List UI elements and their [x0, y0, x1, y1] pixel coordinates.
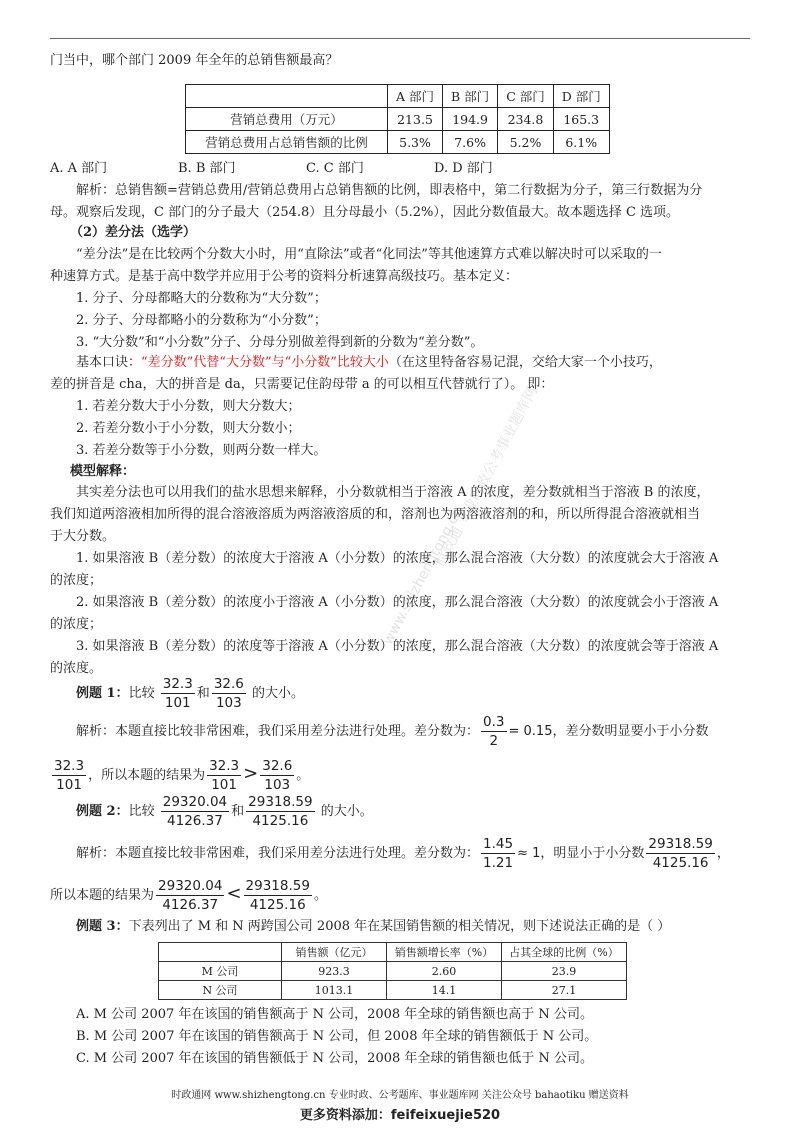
- analysis-text: 解析：本题直接比较非常困难，我们采用差分法进行处理。差分数为：: [76, 846, 480, 861]
- model-item: 1. 如果溶液 B（差分数）的浓度大于溶液 A（小分数）的浓度，那么混合溶液（大分数）的浓度就会大于溶液 A: [76, 551, 719, 566]
- example-1-analysis: [76, 712, 755, 752]
- option-d: D. D 部门: [434, 161, 493, 176]
- denominator: 103: [215, 695, 242, 711]
- table-cell: 213.5: [388, 108, 443, 131]
- model-line: 于大分数。: [50, 529, 116, 544]
- fraction: [156, 877, 224, 914]
- watermark-text: 时政通 专业时政公考事业题库网: [432, 384, 541, 569]
- example-text: 比较: [128, 686, 155, 701]
- rule-item: 1. 若差分数大于小分数，则大分数大；: [76, 399, 301, 414]
- example-text: 和: [231, 804, 245, 819]
- table-header: 占其全球的比例（%）: [502, 943, 627, 962]
- example-1: [76, 674, 755, 714]
- numerator: 1.45: [483, 836, 514, 852]
- table-row: [159, 981, 627, 1000]
- example-text: 比较: [128, 804, 155, 819]
- table-cell: 234.8: [498, 108, 554, 131]
- example-text: 下表列出了 M 和 N 两跨国公司 2008 年在某国销售额的相关情况，则下述说法正确的是（ ）: [128, 919, 671, 934]
- numerator: 32.3: [209, 758, 240, 774]
- footer-line: 时政通网 www.shizhengtong.cn 专业时政、公考题库、事业题库网 关注公众号 bahaotiku 赠送资料: [171, 1090, 629, 1101]
- rhyme-rest: （在这里特备容易记混，交给大家一个小技巧，: [388, 355, 662, 370]
- table-row: [159, 962, 627, 981]
- table-cell: 2.60: [387, 962, 502, 981]
- definition-item: 2. 分子、分母都略小的分数称为“小分数”；: [76, 313, 327, 328]
- analysis-line: 母。观察后发现，C 部门的分子最大（254.8）且分母最小（5.2%），因此分数值最大。故本题选择 C 选项。: [50, 205, 680, 220]
- rule-item: 2. 若差分数小于小分数，则大分数小；: [76, 421, 301, 436]
- model-item: 的浓度；: [50, 573, 103, 588]
- table-cell: 5.3%: [388, 131, 443, 154]
- fraction: [161, 793, 229, 830]
- analysis-text: ，所以本题的结果为: [88, 768, 206, 783]
- analysis-line: 解析：总销售额=营销总费用/营销总费用占总销售额的比例，即表格中，第二行数据为分子，第三行数据为分: [76, 183, 703, 198]
- model-title: 模型解释：: [70, 464, 136, 479]
- fraction: [481, 713, 506, 750]
- table-row: [159, 943, 627, 962]
- denominator: 101: [164, 695, 191, 711]
- example-2: [76, 792, 755, 832]
- fraction: [161, 675, 195, 712]
- model-item: 2. 如果溶液 B（差分数）的浓度小于溶液 A（小分数）的浓度，那么混合溶液（大分数）的浓度就会小于溶液 A: [76, 595, 719, 610]
- definition-item: 3. “大分数”和“小分数”分子、分母分别做差得到新的分数为“差分数”。: [76, 335, 484, 350]
- table-row: [186, 131, 610, 154]
- numerator: 29318.59: [648, 836, 713, 852]
- fraction: [212, 675, 246, 712]
- table-cell: N 公司: [159, 981, 282, 1000]
- options-row: [50, 160, 755, 178]
- analysis-text: ，差分数明显要小于小分数: [552, 724, 709, 739]
- analysis-text: ，明显小于小分数: [540, 846, 645, 861]
- table-cell: 165.3: [553, 108, 609, 131]
- model-item: 的浓度。: [50, 661, 103, 676]
- example-2-analysis: [76, 834, 755, 874]
- denominator: 4126.37: [167, 813, 223, 829]
- table-header: 销售额（亿元）: [282, 943, 387, 962]
- rule-item: 3. 若差分数等于小分数，则两分数一样大。: [76, 443, 327, 458]
- model-line: 其实差分法也可以用我们的盐水思想来解释，小分数就相当于溶液 A 的浓度，差分数就相当于溶液 B 的浓度，: [76, 485, 710, 500]
- table-header: B 部门: [443, 85, 498, 108]
- denominator: 103: [264, 777, 291, 793]
- denominator: 101: [56, 777, 82, 793]
- option-a: A. A 部门: [50, 161, 108, 176]
- denominator: 4126.37: [162, 897, 219, 913]
- footer-contact: 更多资料添加：feifeixuejie520: [299, 1108, 501, 1123]
- table-cell: 营销总费用（万元）: [186, 108, 388, 131]
- option-b: B. B 部门: [178, 161, 236, 176]
- definition-line: “差分法”是在比较两个分数大小时，用“直除法”或者“化同法”等其他速算方式难以解决时可以采取的一: [76, 247, 662, 262]
- analysis-text: 所以本题的结果为: [50, 888, 155, 903]
- denominator: 101: [211, 777, 237, 793]
- section-title: （2）差分法（选学）: [70, 225, 197, 240]
- analysis-text: 。: [313, 888, 327, 903]
- comparison-sign: >: [243, 763, 259, 784]
- example-text: 和: [196, 686, 210, 701]
- denominator: 2: [489, 733, 499, 749]
- table-row: [186, 108, 610, 131]
- department-table: [185, 84, 610, 154]
- table-header: D 部门: [553, 85, 609, 108]
- table-cell: 7.6%: [443, 131, 498, 154]
- denominator: 1.21: [483, 855, 514, 871]
- numerator: 29318.59: [248, 794, 313, 810]
- denominator: 4125.16: [249, 897, 306, 913]
- table-header: 销售额增长率（%）: [387, 943, 502, 962]
- watermark-url: www.shizhengtong.cn: [380, 504, 466, 648]
- numerator: 0.3: [483, 714, 505, 730]
- fraction: [481, 835, 515, 872]
- example-label: 例题 3：: [76, 919, 129, 934]
- table-cell: 1013.1: [282, 981, 387, 1000]
- model-item: 的浓度；: [50, 617, 103, 632]
- table-cell: 5.2%: [498, 131, 554, 154]
- denominator: 4125.16: [652, 855, 709, 871]
- table-header: A 部门: [388, 85, 443, 108]
- example-label: 例题 2：: [76, 804, 129, 819]
- fraction: [52, 757, 86, 794]
- table-cell: 194.9: [443, 108, 498, 131]
- table-cell: [186, 85, 388, 108]
- table-cell: [159, 943, 282, 962]
- fraction: [244, 877, 312, 914]
- numerator: 32.6: [213, 676, 244, 692]
- analysis-text: 解析：本题直接比较非常困难，我们采用差分法进行处理。差分数为：: [76, 724, 480, 739]
- table-row: [186, 85, 610, 108]
- definition-item: 1. 分子、分母都略大的分数称为“大分数”；: [76, 291, 327, 306]
- option-c: C. M 公司 2007 年在该国的销售额低于 N 公司，2008 年全球的销售额也低于 N 公司。: [76, 1051, 594, 1066]
- rhyme-prefix: 基本口诀：: [76, 355, 142, 370]
- rhyme-highlight: “差分数”代替“大分数”与“小分数”比较大小: [141, 355, 389, 370]
- table-cell: 923.3: [282, 962, 387, 981]
- table-cell: 23.9: [502, 962, 627, 981]
- table-cell: 27.1: [502, 981, 627, 1000]
- numerator: 32.3: [162, 676, 193, 692]
- comparison-sign: <: [226, 883, 242, 904]
- numerator: 32.3: [54, 758, 85, 774]
- company-table: [158, 942, 627, 1000]
- fraction: [207, 757, 241, 794]
- equation: ≈ 1: [517, 846, 541, 861]
- denominator: 4125.16: [252, 813, 309, 829]
- numerator: 29318.59: [245, 878, 310, 894]
- table-cell: M 公司: [159, 962, 282, 981]
- equation: = 0.15: [508, 724, 553, 739]
- model-line: 我们知道两溶液相加所得的混合溶液溶质为两溶液溶质的和，溶剂也为两溶液溶剂的和，所以所得混合溶液就相当: [50, 507, 701, 522]
- question-intro: 门当中，哪个部门 2009 年全年的总销售额最高？: [50, 53, 339, 68]
- fraction: [646, 835, 714, 872]
- example-text: 的大小。: [320, 804, 373, 819]
- analysis-text: ，: [716, 846, 730, 861]
- example-2-result: [50, 874, 755, 916]
- option-a: A. M 公司 2007 年在该国的销售额高于 N 公司，2008 年全球的销售额也高于 N 公司。: [76, 1007, 593, 1022]
- example-label: 例题 1：: [76, 686, 129, 701]
- option-c: C. C 部门: [306, 161, 364, 176]
- option-b: B. M 公司 2007 年在该国的销售额高于 N 公司，但 2008 年全球的销售额低于 N 公司。: [76, 1029, 598, 1044]
- example-3: [76, 918, 755, 936]
- example-1-result: [50, 754, 755, 796]
- rhyme-line: 差的拼音是 cha，大的拼音是 da，只需要记住韵母带 a 的可以相互代替就行了）。 即：: [50, 377, 554, 392]
- model-item: 3. 如果溶液 B（差分数）的浓度等于溶液 A（小分数）的浓度，那么混合溶液（大分数）的浓度就会等于溶液 A: [76, 639, 719, 654]
- fraction: [260, 757, 294, 794]
- example-text: 的大小。: [252, 686, 305, 701]
- numerator: 29320.04: [158, 878, 223, 894]
- definition-line: 种速算方式。是基于高中数学并应用于公考的资料分析速算高级技巧。基本定义：: [50, 269, 519, 284]
- numerator: 32.6: [262, 758, 293, 774]
- table-cell: 6.1%: [553, 131, 609, 154]
- numerator: 29320.04: [162, 794, 228, 810]
- rhyme-line: [76, 354, 755, 372]
- header-rule: [50, 38, 750, 39]
- fraction: [246, 793, 314, 830]
- analysis-text: 。: [296, 768, 310, 783]
- table-header: C 部门: [498, 85, 554, 108]
- table-cell: 营销总费用占总销售额的比例: [186, 131, 388, 154]
- table-cell: 14.1: [387, 981, 502, 1000]
